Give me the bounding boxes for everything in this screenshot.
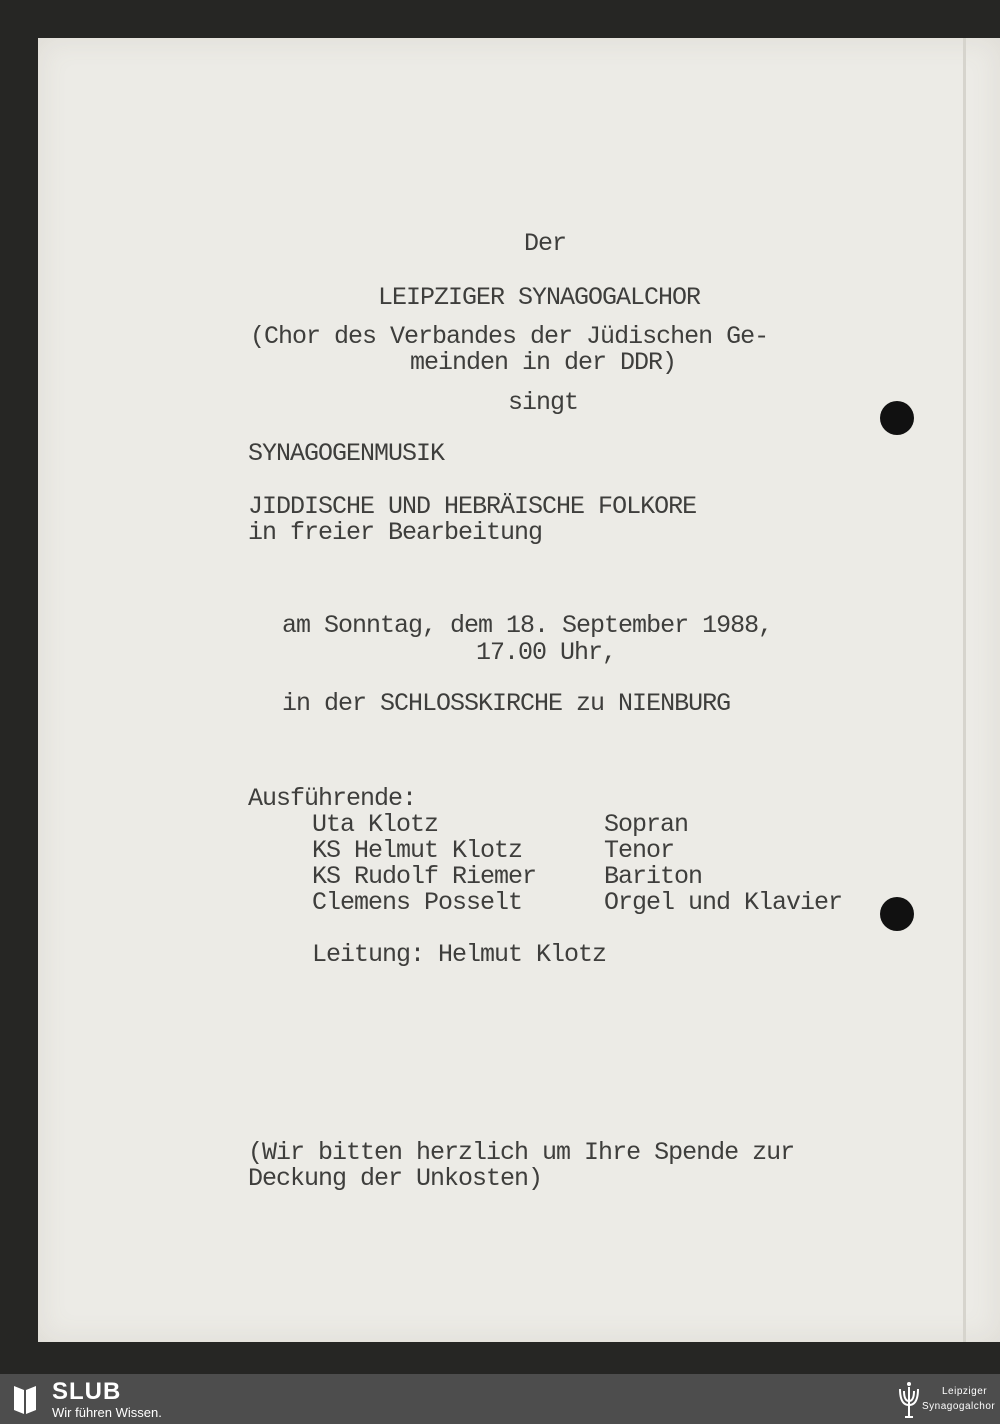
heading-der: Der <box>524 229 567 258</box>
choir-logo-text-1: Leipziger <box>942 1386 988 1397</box>
performer-role: Orgel und Klavier <box>604 888 843 917</box>
punch-hole-bottom <box>880 897 914 931</box>
concert-date: am Sonntag, dem 18. September 1988, <box>282 611 773 640</box>
performers-heading: Ausführende: <box>248 784 417 813</box>
choir-name: LEIPZIGER SYNAGOGALCHOR <box>378 283 701 312</box>
program-arrangement: in freier Bearbeitung <box>248 518 543 547</box>
performer-name: KS Rudolf Riemer <box>312 862 537 891</box>
performer-name: Clemens Posselt <box>312 888 523 917</box>
performer-role: Tenor <box>604 836 675 865</box>
punch-hole-top <box>880 401 914 435</box>
singt-text: singt <box>508 388 579 417</box>
donation-note-line-1: (Wir bitten herzlich um Ihre Spende zur <box>248 1138 795 1167</box>
page-fold-edge <box>963 38 966 1342</box>
performer-role: Bariton <box>604 862 703 891</box>
conductor-line: Leitung: Helmut Klotz <box>312 940 607 969</box>
footer-bar <box>0 1374 1000 1424</box>
donation-note-line-2: Deckung der Unkosten) <box>248 1164 543 1193</box>
choir-subtitle-line-1: (Chor des Verbandes der Jüdischen Ge- <box>250 322 769 351</box>
slub-book-icon <box>12 1382 38 1416</box>
menorah-icon <box>896 1379 922 1419</box>
performer-name: Uta Klotz <box>312 810 439 839</box>
concert-time: 17.00 Uhr, <box>476 638 617 667</box>
performer-role: Sopran <box>604 810 689 839</box>
choir-subtitle-line-2: meinden in der DDR) <box>410 348 677 377</box>
performer-name: KS Helmut Klotz <box>312 836 523 865</box>
program-synagogenmusik: SYNAGOGENMUSIK <box>248 439 445 468</box>
choir-logo-text-2: Synagogalchor <box>922 1401 996 1412</box>
concert-venue: in der SCHLOSSKIRCHE zu NIENBURG <box>282 689 731 718</box>
slub-tagline: Wir führen Wissen. <box>52 1405 162 1420</box>
program-folklore: JIDDISCHE UND HEBRÄISCHE FOLKORE <box>248 492 697 521</box>
slub-brand: SLUB <box>52 1378 122 1405</box>
